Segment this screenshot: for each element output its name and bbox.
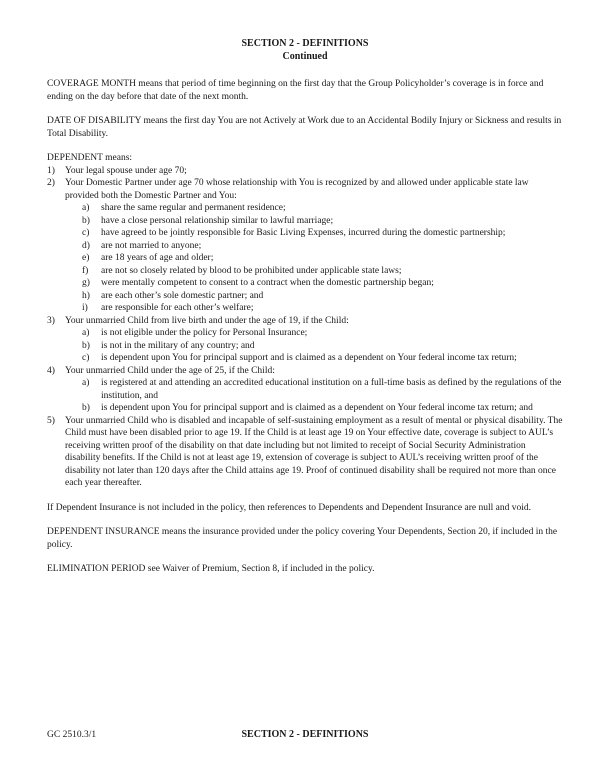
- page-footer: [47, 729, 563, 742]
- list-marker: e): [82, 253, 90, 263]
- list-item-text: Your unmarried Child from live birth and under the age of 19, if the Child:: [65, 315, 349, 326]
- list-marker: b): [82, 340, 90, 351]
- list-marker: d): [82, 240, 90, 251]
- list-item-text: are each other’s sole domestic partner; and: [101, 290, 264, 301]
- list-item-2c: [82, 227, 563, 240]
- list-marker: h): [82, 290, 90, 301]
- list-item-3a: [82, 327, 563, 340]
- list-marker: g): [82, 278, 90, 288]
- list-item-2f: [82, 265, 563, 278]
- list-item-5: [47, 415, 563, 490]
- list-marker: c): [82, 228, 90, 238]
- list-item-2h: [82, 290, 563, 303]
- footer-doc-code: GC 2510.3/1: [47, 730, 97, 740]
- list-item-2e: [82, 252, 563, 265]
- list-marker: b): [82, 215, 90, 226]
- list-item-text: are responsible for each other’s welfare;: [101, 303, 254, 313]
- section-title: SECTION 2 - DEFINITIONS: [241, 38, 369, 49]
- list-item-2: [47, 177, 563, 202]
- list-item-3c: [82, 352, 563, 365]
- list-marker: f): [82, 265, 89, 276]
- dependent-definition-list: [47, 165, 563, 490]
- list-item-text: share the same regular and permanent residence;: [101, 203, 286, 213]
- list-item-text: have a close personal relationship similar to lawful marriage;: [101, 215, 334, 226]
- list-item-2i: [82, 302, 563, 315]
- paragraph-dependent-insurance: DEPENDENT INSURANCE means the insurance provided under the policy covering Your Dependents, Section 20, if included in the policy.: [47, 527, 558, 550]
- list-marker: a): [82, 378, 90, 388]
- paragraph-date-of-disability: DATE OF DISABILITY means the first day You are not Actively at Work due to an Accidental Bodily Injury or Sickness and results in Total Disability.: [47, 116, 562, 139]
- list-marker: 2): [47, 178, 55, 188]
- list-item-text: is dependent upon You for principal support and is claimed as a dependent on Your federal income tax return; and: [101, 403, 533, 413]
- paragraph-dependent-lead: DEPENDENT means:: [47, 153, 133, 163]
- list-marker: i): [82, 303, 88, 313]
- list-marker: 3): [47, 315, 55, 326]
- list-item-1: [47, 165, 563, 178]
- list-item-4a: [82, 377, 563, 402]
- list-marker: a): [82, 328, 90, 338]
- list-item-3: [47, 315, 563, 328]
- list-item-2a: [82, 202, 563, 215]
- list-item-text: Your Domestic Partner under age 70 whose relationship with You is recognized by and allowed under applicable state law provided both the Domestic Partner and You:: [65, 178, 529, 201]
- list-marker: 4): [47, 365, 55, 376]
- section-subtitle: Continued: [282, 50, 328, 62]
- list-item-text: Your unmarried Child who is disabled and incapable of self-sustaining employment as a result of mental or physical disability. The Child must have been disabled prior to age 19. If the Child is at least age 19 on Your effective date, coverage is subject to AUL’s receiving written proof of the disability on that date including but not limited to receipt of Social Security Administration disability benefits. If the Child is not at least age 19, extension of coverage is subject to AUL’s receiving written proof of the disability not later than 120 days after the Child attains age 19. Proof of continued disability shall be required not more than once each year thereafter.: [65, 415, 563, 488]
- list-item-text: Your unmarried Child under the age of 25, if the Child:: [65, 365, 275, 376]
- list-item-text: is not eligible under the policy for Personal Insurance;: [101, 328, 308, 338]
- page-title: [47, 38, 563, 63]
- list-marker: a): [82, 203, 90, 213]
- list-item-3b: [82, 340, 563, 353]
- list-item-2g: [82, 277, 563, 290]
- list-item-text: is not in the military of any country; and: [101, 340, 255, 351]
- list-item-4b: [82, 402, 563, 415]
- list-marker: b): [82, 403, 90, 413]
- list-item-text: are not so closely related by blood to be prohibited under applicable state laws;: [101, 265, 402, 276]
- list-item-text: are not married to anyone;: [101, 240, 202, 251]
- list-item-4: [47, 365, 563, 378]
- paragraph-elimination-period: ELIMINATION PERIOD see Waiver of Premium, Section 8, if included in the policy.: [47, 564, 375, 574]
- list-item-text: is dependent upon You for principal support and is claimed as a dependent on Your federal income tax return;: [101, 353, 517, 363]
- list-item-text: have agreed to be jointly responsible for Basic Living Expenses, incurred during the domestic partnership;: [101, 228, 506, 238]
- list-marker: 1): [47, 165, 55, 176]
- page-content: [47, 38, 563, 576]
- list-marker: 5): [47, 415, 55, 426]
- list-item-text: is registered at and attending an accredited educational institution on a full-time basis as defined by the regulations of the institution, and: [101, 378, 562, 401]
- list-item-text: were mentally competent to consent to a contract when the domestic partnership began;: [101, 278, 434, 288]
- list-item-2b: [82, 215, 563, 228]
- footer-section-label: SECTION 2 - DEFINITIONS: [241, 729, 369, 740]
- paragraph-coverage-month: COVERAGE MONTH means that period of time beginning on the first day that the Group Policyholder’s coverage is in force and ending on the day before that date of the next month.: [47, 79, 544, 102]
- paragraph-dependent-null-clause: If Dependent Insurance is not included in the policy, then references to Dependents and Dependent Insurance are null and void.: [47, 502, 531, 513]
- list-item-text: are 18 years of age and older;: [101, 253, 214, 263]
- list-item-2d: [82, 240, 563, 253]
- list-item-text: Your legal spouse under age 70;: [65, 165, 187, 176]
- list-marker: c): [82, 353, 90, 363]
